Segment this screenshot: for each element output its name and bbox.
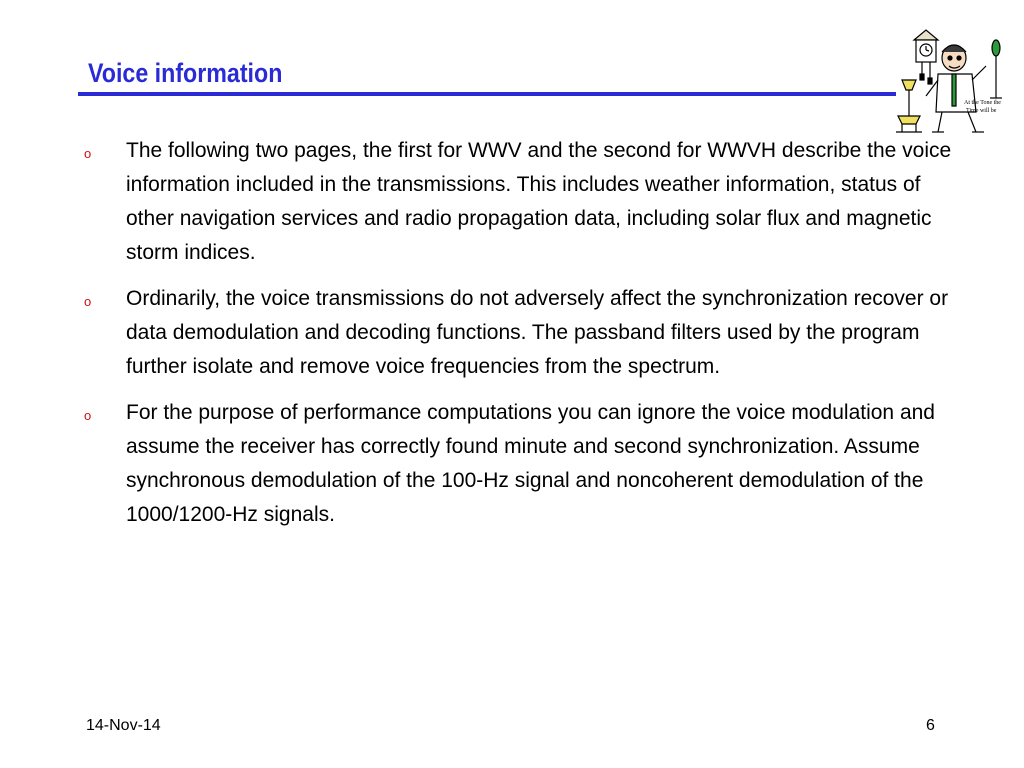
bullet-item-1 — [84, 134, 964, 270]
bullet-marker-icon: o — [84, 146, 92, 161]
bullet-marker-icon: o — [84, 408, 92, 423]
bullet-list — [84, 134, 964, 544]
slide-title: Voice information — [88, 58, 283, 88]
clock-man-clipart-icon — [892, 28, 1012, 138]
clipart-caption-line1: At the Tone the — [964, 100, 1001, 106]
footer-date: 14-Nov-14 — [86, 717, 161, 734]
clipart-caption-line2: Time will be — [966, 108, 997, 114]
bullet-text: Ordinarily, the voice transmissions do not adversely affect the synchronization recover or data demodulation and decoding functions. The passband filters used by the program further isolate and remove voice frequencies from the spectrum. — [126, 287, 949, 378]
lamp-stand-icon — [896, 80, 922, 132]
page-number: 6 — [926, 717, 935, 734]
bullet-item-2 — [84, 282, 964, 384]
bullet-text: For the purpose of performance computations you can ignore the voice modulation and assume the receiver has correctly found minute and second synchronization. Assume synchronous demodulation of the 100-Hz signal and noncoherent demodulation of the 1000/1200-Hz signals. — [126, 401, 935, 526]
bullet-item-3 — [84, 396, 964, 532]
title-underline — [78, 92, 896, 96]
bullet-text: The following two pages, the first for WWV and the second for WWVH describe the voice information included in the transmissions. This includes weather information, status of other navigation services and radio propagation data, including solar flux and magnetic storm indices. — [126, 139, 952, 264]
microphone-icon — [990, 40, 1002, 98]
cuckoo-clock-icon — [914, 30, 938, 84]
bullet-marker-icon: o — [84, 294, 92, 309]
